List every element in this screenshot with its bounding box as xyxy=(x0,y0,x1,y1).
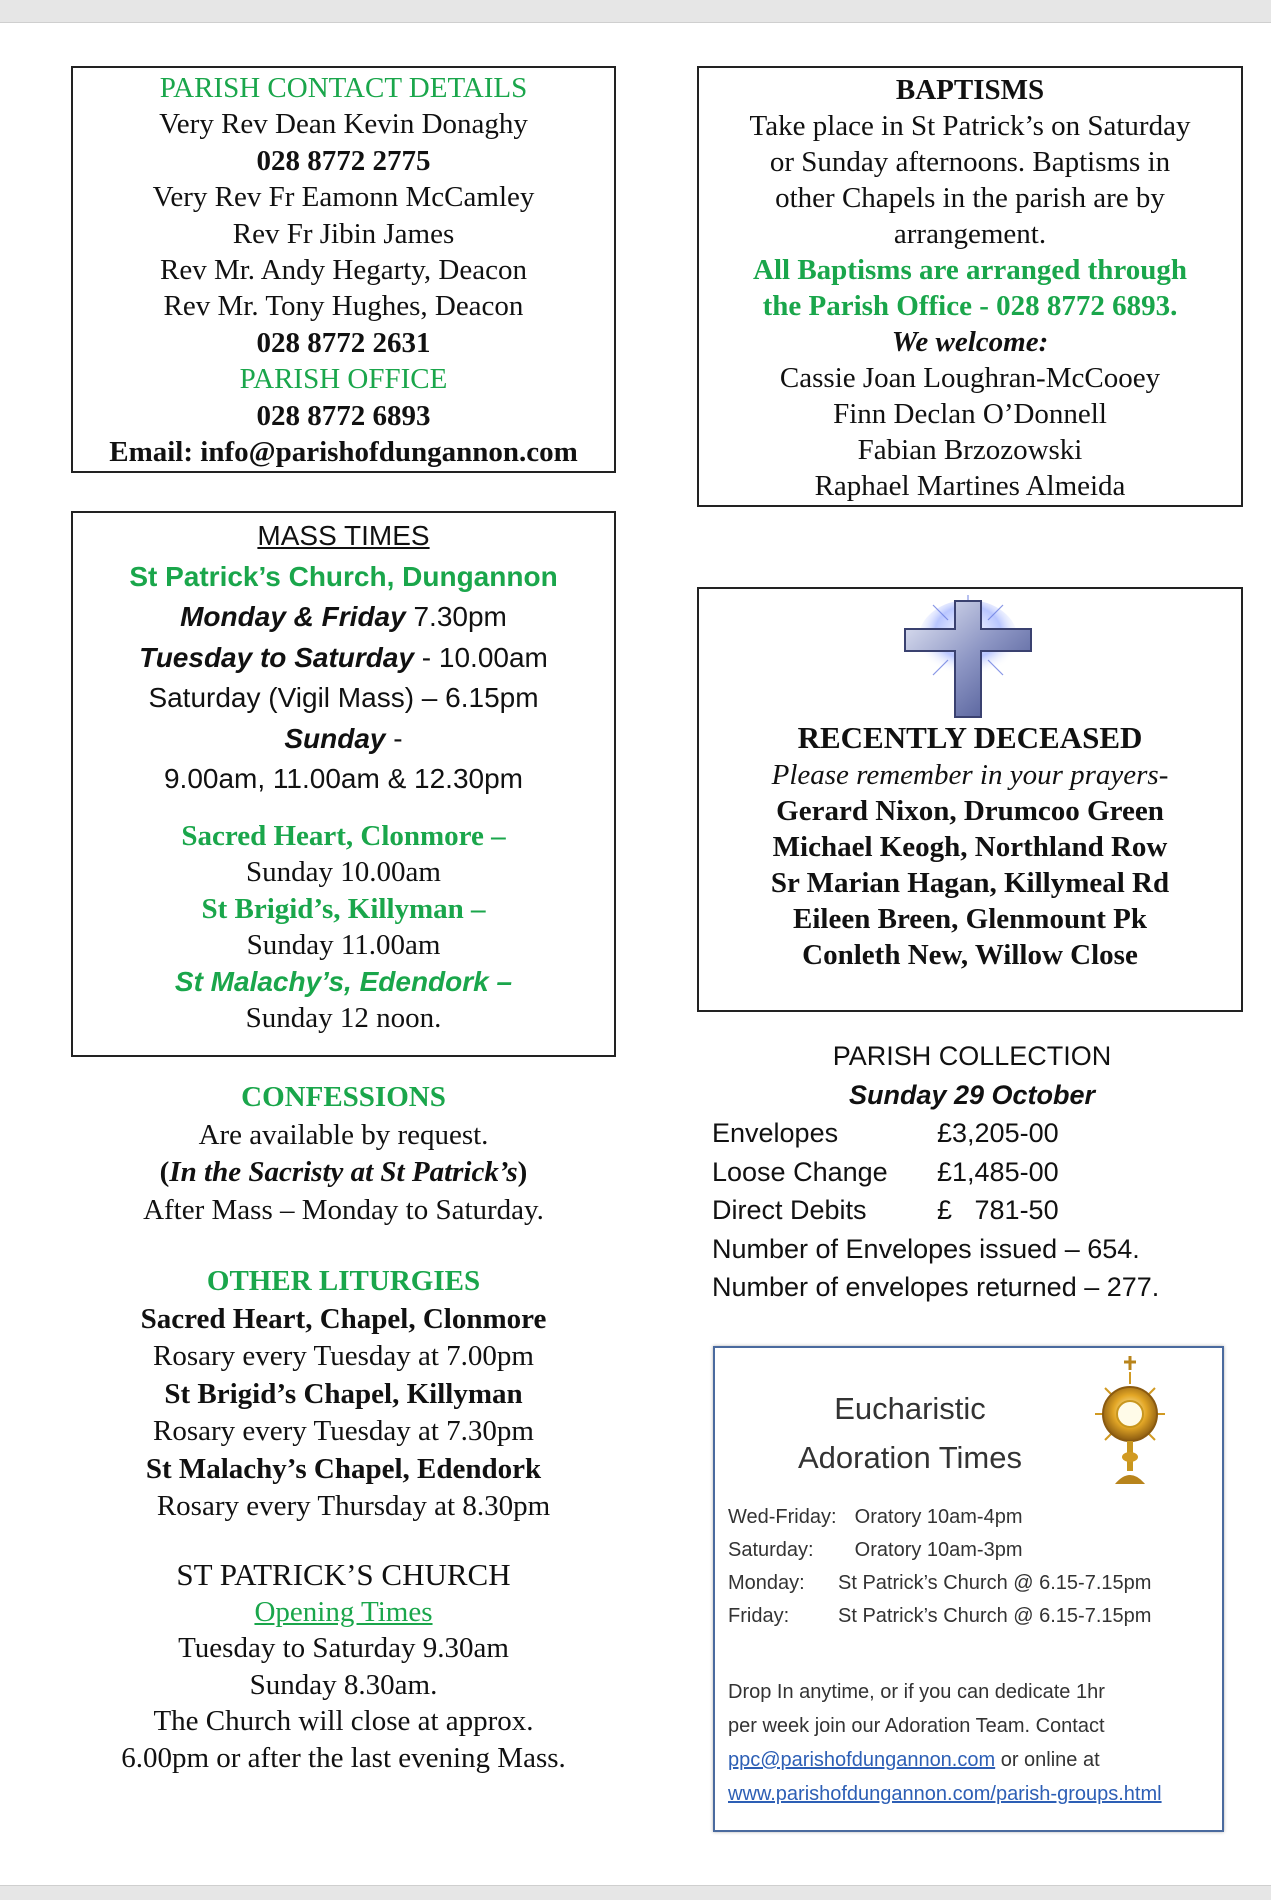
deceased-prompt: Please remember in your prayers- xyxy=(771,759,1169,791)
mass-day: Sunday xyxy=(284,722,386,754)
paren-open: ( xyxy=(159,1156,170,1188)
adoration-note-line xyxy=(728,1743,1162,1777)
liturgy-time: Rosary every Tuesday at 7.00pm xyxy=(153,1340,534,1372)
baptisms-box xyxy=(697,66,1243,507)
mass-church: St Patrick’s Church, Dungannon xyxy=(129,560,558,592)
sacristy-text: In the Sacristy at St Patrick’s xyxy=(169,1156,518,1188)
collection-value: £ 781-50 xyxy=(937,1195,1059,1225)
mass-time-row xyxy=(73,638,614,679)
adoration-row xyxy=(728,1567,1151,1600)
adoration-row xyxy=(728,1534,1151,1567)
office-phone: 028 8772 6893 xyxy=(256,399,431,432)
confessions-text: Are available by request. xyxy=(198,1118,489,1151)
contact-email[interactable]: Email: info@parishofdungannon.com xyxy=(109,436,578,469)
collection-label: Envelopes xyxy=(712,1118,839,1148)
office-heading: PARISH OFFICE xyxy=(239,363,448,396)
baptism-name: Fabian Brzozowski xyxy=(857,434,1083,466)
spacer xyxy=(73,800,614,818)
baptisms-text: other Chapels in the parish are by xyxy=(775,182,1165,214)
adoration-day: Saturday: xyxy=(728,1539,814,1561)
baptism-name: Cassie Joan Loughran-McCooey xyxy=(779,362,1161,394)
contact-line: Rev Mr. Andy Hegarty, Deacon xyxy=(160,254,527,287)
contact-line: Very Rev Dean Kevin Donaghy xyxy=(159,108,528,141)
baptisms-text: arrangement. xyxy=(893,218,1047,250)
adoration-text: Oratory 10am-3pm xyxy=(838,1539,1023,1561)
adoration-title-line: Eucharistic xyxy=(834,1391,986,1426)
envelopes-returned: Number of envelopes returned – 277. xyxy=(712,1272,1160,1302)
adoration-note-line: per week join our Adoration Team. Contact xyxy=(728,1715,1105,1737)
chapel-name: St Brigid’s, Killyman – xyxy=(201,892,486,925)
opening-line: Sunday 8.30am. xyxy=(249,1668,438,1701)
confessions-section xyxy=(71,1079,616,1229)
adoration-day: Friday: xyxy=(728,1605,790,1627)
liturgy-time: Rosary every Thursday at 8.30pm xyxy=(156,1490,551,1522)
liturgy-chapel: St Malachy’s Chapel, Edendork xyxy=(145,1452,542,1485)
mass-time: - 10.00am xyxy=(414,641,548,673)
baptism-name: Finn Declan O’Donnell xyxy=(833,398,1107,430)
deceased-name: Sr Marian Hagan, Killymeal Rd xyxy=(770,867,1170,899)
confessions-heading: CONFESSIONS xyxy=(241,1081,446,1113)
monstrance-icon xyxy=(1085,1354,1175,1492)
other-liturgies-section xyxy=(71,1263,616,1526)
adoration-day: Monday: xyxy=(728,1572,805,1594)
adoration-row xyxy=(728,1501,1151,1534)
collection-value: £1,485-00 xyxy=(937,1156,1059,1187)
deceased-name: Conleth New, Willow Close xyxy=(802,939,1138,971)
adoration-row xyxy=(728,1600,1151,1633)
parish-collection-section xyxy=(712,1037,1232,1307)
chapel-name: Sacred Heart, Clonmore – xyxy=(181,819,506,852)
contact-line: Very Rev Fr Eamonn McCamley xyxy=(152,181,535,214)
opening-line: 6.00pm or after the last evening Mass. xyxy=(121,1741,566,1774)
church-heading: ST PATRICK’S CHURCH xyxy=(176,1557,511,1592)
deceased-heading: RECENTLY DECEASED xyxy=(797,720,1143,755)
bulletin-page xyxy=(0,22,1271,1886)
collection-row xyxy=(712,1114,1232,1153)
baptisms-welcome: We welcome: xyxy=(891,326,1049,358)
parish-contact-box xyxy=(71,66,616,473)
liturgy-time: Rosary every Tuesday at 7.30pm xyxy=(153,1415,534,1447)
baptisms-heading: BAPTISMS xyxy=(895,74,1045,106)
baptisms-notice: All Baptisms are arranged through xyxy=(753,254,1187,286)
mass-time: - xyxy=(385,722,403,754)
mass-times-box xyxy=(71,511,616,1057)
baptisms-notice: the Parish Office - 028 8772 6893. xyxy=(762,290,1178,322)
collection-row xyxy=(712,1191,1232,1230)
adoration-email-link[interactable]: ppc@parishofdungannon.com xyxy=(728,1749,996,1771)
paren-close: ) xyxy=(517,1156,528,1188)
mass-heading: MASS TIMES xyxy=(257,520,430,551)
adoration-note-line xyxy=(728,1777,1162,1811)
recently-deceased-box xyxy=(697,587,1243,1012)
adoration-text: St Patrick’s Church @ 6.15-7.15pm xyxy=(838,1572,1152,1594)
adoration-text: Oratory 10am-4pm xyxy=(838,1506,1023,1528)
mass-time-row xyxy=(73,719,614,760)
collection-label: Direct Debits xyxy=(712,1195,867,1225)
mass-time-row xyxy=(73,597,614,638)
mass-time: 7.30pm xyxy=(405,601,507,632)
confessions-text: After Mass – Monday to Saturday. xyxy=(143,1193,544,1226)
collection-date: Sunday 29 October xyxy=(848,1079,1096,1110)
deceased-name: Gerard Nixon, Drumcoo Green xyxy=(776,795,1164,827)
deceased-name: Eileen Breen, Glenmount Pk xyxy=(793,903,1147,935)
opening-line: Tuesday to Saturday 9.30am xyxy=(178,1632,509,1664)
baptisms-text: or Sunday afternoons. Baptisms in xyxy=(769,146,1171,178)
liturgy-chapel: Sacred Heart, Chapel, Clonmore xyxy=(140,1302,547,1335)
adoration-title xyxy=(745,1384,1075,1482)
chapel-name: St Malachy’s, Edendork – xyxy=(174,965,513,997)
contact-heading: PARISH CONTACT DETAILS xyxy=(159,72,528,104)
mass-day: Tuesday to Saturday xyxy=(139,641,415,673)
collection-label: Loose Change xyxy=(712,1156,888,1187)
chapel-time: Sunday 11.00am xyxy=(246,929,441,962)
contact-line: Rev Fr Jibin James xyxy=(232,217,455,250)
adoration-website-link[interactable]: www.parishofdungannon.com/parish-groups.html xyxy=(728,1783,1162,1805)
contact-line: Rev Mr. Tony Hughes, Deacon xyxy=(163,290,524,323)
collection-heading: PARISH COLLECTION xyxy=(832,1041,1112,1071)
cross-icon xyxy=(893,595,1043,721)
opening-line: The Church will close at approx. xyxy=(153,1705,534,1737)
contact-phone: 028 8772 2775 xyxy=(256,144,431,177)
liturgy-chapel: St Brigid’s Chapel, Killyman xyxy=(164,1377,523,1410)
adoration-schedule xyxy=(728,1501,1151,1633)
mass-time-row: Saturday (Vigil Mass) – 6.15pm xyxy=(148,682,539,713)
deceased-name: Michael Keogh, Northland Row xyxy=(772,831,1168,863)
baptisms-text: Take place in St Patrick’s on Saturday xyxy=(749,110,1191,142)
adoration-note-line: Drop In anytime, or if you can dedicate 1hr xyxy=(728,1681,1105,1703)
chapel-time: Sunday 12 noon. xyxy=(245,1002,442,1035)
envelopes-issued: Number of Envelopes issued – 654. xyxy=(712,1233,1140,1264)
opening-times-link[interactable]: Opening Times xyxy=(254,1595,433,1628)
liturgies-heading: OTHER LITURGIES xyxy=(206,1265,481,1297)
adoration-day: Wed-Friday: xyxy=(728,1506,837,1528)
adoration-title-line: Adoration Times xyxy=(798,1440,1022,1475)
collection-value: £3,205-00 xyxy=(937,1118,1059,1148)
contact-phone: 028 8772 2631 xyxy=(256,326,431,359)
confessions-location xyxy=(71,1154,616,1192)
church-opening-section xyxy=(71,1557,616,1776)
adoration-note-text: or online at xyxy=(995,1749,1100,1771)
mass-time-row: 9.00am, 11.00am & 12.30pm xyxy=(163,763,524,794)
baptism-name: Raphael Martines Almeida xyxy=(814,470,1126,502)
collection-row xyxy=(712,1153,1232,1192)
chapel-time: Sunday 10.00am xyxy=(246,856,441,889)
adoration-text: St Patrick’s Church @ 6.15-7.15pm xyxy=(838,1605,1152,1627)
mass-day: Monday & Friday xyxy=(180,601,406,632)
adoration-note xyxy=(728,1675,1162,1811)
adoration-box xyxy=(713,1346,1224,1832)
